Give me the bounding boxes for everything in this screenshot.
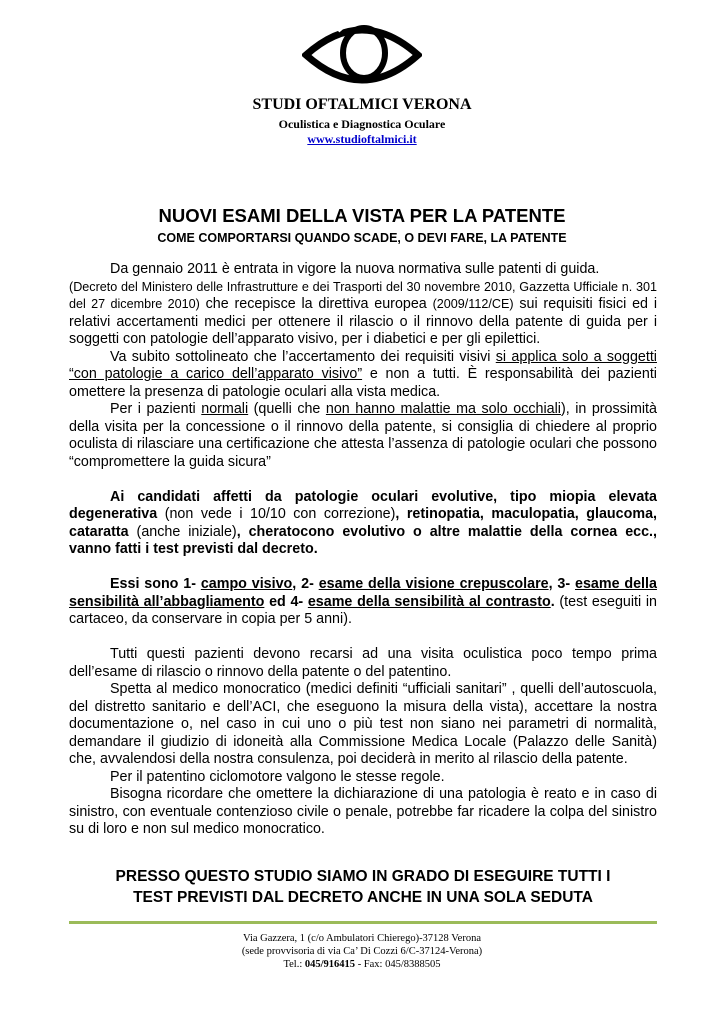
website-link[interactable]: www.studioftalmici.it — [307, 132, 417, 146]
eye-logo-icon — [302, 15, 422, 93]
footer-address: Via Gazzera, 1 (c/o Ambulatori Chierego)-37128 Verona — [243, 933, 481, 944]
text-span: Va subito sottolineato che l’accertamento dei requisiti visivi — [110, 348, 496, 365]
tel-number: 045/916415 — [304, 959, 356, 970]
paragraph-requirements — [69, 349, 657, 402]
bold-text: ed 4- — [264, 593, 308, 610]
paragraph-moped: Per il patentino ciclomotore valgono le stesse regole. — [110, 768, 445, 785]
underlined-text: si applica solo a soggetti “con patologie a carico dell’apparato visivo” — [69, 348, 657, 382]
paragraph-warning: Bisogna ricordare che omettere la dichiarazione di una patologia è reato e in caso di sinistro, con eventuale contenzioso civile o penale, potrebbe far ricadere la colpa del sinistro su di loro e non sul medico monocratico. — [69, 786, 657, 837]
tel-label: Tel.: — [283, 959, 305, 970]
paragraph-pathologies — [69, 489, 657, 559]
spacer — [69, 559, 657, 577]
bold-text: . — [550, 593, 555, 610]
text-span: (quelli che — [248, 401, 326, 417]
underlined-text: non hanno malattie ma solo occhiali — [325, 401, 561, 417]
footer-temporary-address: (sede provvisoria di via Ca’ Di Cozzi 6/C-37124-Verona) — [241, 946, 483, 957]
bold-text: , 2- — [292, 576, 319, 592]
decree-reference: (Decreto del Ministero delle Infrastrutture e dei Trasporti del 30 novembre 2010, Gazzetta Ufficiale n. 301 del 27 dicembre 2010) — [69, 279, 657, 311]
test-twilight-vision: esame della visione crepuscolare — [318, 576, 549, 592]
intro-text-2: che recepisce la direttiva europea — [199, 296, 433, 312]
paragraph-visit: Tutti questi pazienti devono recarsi ad una visita oculistica poco tempo prima dell’esame di rilascio o rinnovo della patente o del patentino. — [69, 646, 657, 680]
studio-subtitle: Oculistica e Diagnostica Oculare — [278, 117, 446, 131]
intro-text-3: sui requisiti fisici ed i relativi accertamenti medici per ottenere il rilascio o il rinnovo della patente di guida per i soggetti con patologie dell’apparato visivo, per i diabetici e per gli epilettici. — [69, 296, 657, 347]
spacer — [69, 471, 657, 489]
bold-text: , 3- — [548, 576, 575, 592]
text-span: e non a tutti. È responsabilità dei pazienti omettere la presenza di patologie oculari alla vista medica. — [69, 366, 657, 400]
fax-number: - Fax: 045/8388505 — [355, 959, 441, 970]
text-span: (non vede i 10/10 con correzione) — [157, 506, 396, 522]
paragraph-intro — [69, 261, 657, 349]
test-glare-sensitivity: esame della sensibilità all’abbagliamento — [69, 576, 657, 610]
text-span: Per i pazienti — [110, 401, 202, 417]
test-contrast-sensitivity: esame della sensibilità al contrasto — [307, 593, 551, 610]
closing-line-1: PRESSO QUESTO STUDIO SIAMO IN GRADO DI ESEGUIRE TUTTI I — [115, 868, 611, 885]
footer-contacts — [0, 958, 724, 971]
bold-text: , cheratocono evolutivo o altre malattie della cornea ecc., vanno fatti i test previsti dal decreto. — [69, 523, 657, 557]
intro-text: Da gennaio 2011 è entrata in vigore la nuova normativa sulle patenti di guida. — [110, 261, 600, 277]
spacer — [69, 629, 657, 647]
page-subtitle: COME COMPORTARSI QUANDO SCADE, O DEVI FARE, LA PATENTE — [157, 231, 567, 245]
paragraph-doctor: Spetta al medico monocratico (medici definiti “ufficiali sanitari” , quelli dell’autoscuola, del distretto sanitario e dell’ACI, che eseguono la misura della vista), accettare la nostra documentazione o, nel caso in cui uno o più test non siano nei parametri di normalità, demandare il giudizio di idoneità alla Commissione Medica Locale (Palazzo delle Sanità) che, avvalendosi della nostra consulenza, poi deciderà in merito al rilascio della patente. — [69, 681, 657, 767]
bold-text: , retinopatia, maculopatia, glaucoma, cataratta — [69, 506, 657, 540]
directive-reference: (2009/112/CE) — [432, 297, 514, 311]
text-span: (test eseguiti in cartaceo, da conservare in copia per 5 anni). — [69, 593, 657, 627]
underlined-text: normali — [201, 401, 249, 417]
text-span: ), in prossimità della visita per la concessione o il rinnovo della patente, si consiglia di chiedere al proprio oculista di rilasciare una certificazione che attesta l’assenza di patologie oculari che possono “compromettere la guida sicura” — [69, 401, 657, 470]
document-body — [69, 261, 657, 839]
bold-text: Essi sono 1- — [110, 576, 201, 592]
footer-divider — [69, 921, 657, 924]
studio-name: STUDI OFTALMICI VERONA — [252, 96, 472, 113]
paragraph-tests — [69, 576, 657, 629]
closing-line-2: TEST PREVISTI DAL DECRETO ANCHE IN UNA SOLA SEDUTA — [133, 889, 593, 906]
text-span: (anche iniziale) — [128, 523, 237, 540]
paragraph-normal-patients — [69, 401, 657, 471]
bold-text: Ai candidati affetti da patologie oculari evolutive, tipo miopia elevata degenerativa — [69, 488, 657, 522]
test-visual-field: campo visivo — [200, 576, 293, 592]
page-title: NUOVI ESAMI DELLA VISTA PER LA PATENTE — [158, 205, 566, 226]
closing-statement — [69, 866, 657, 908]
